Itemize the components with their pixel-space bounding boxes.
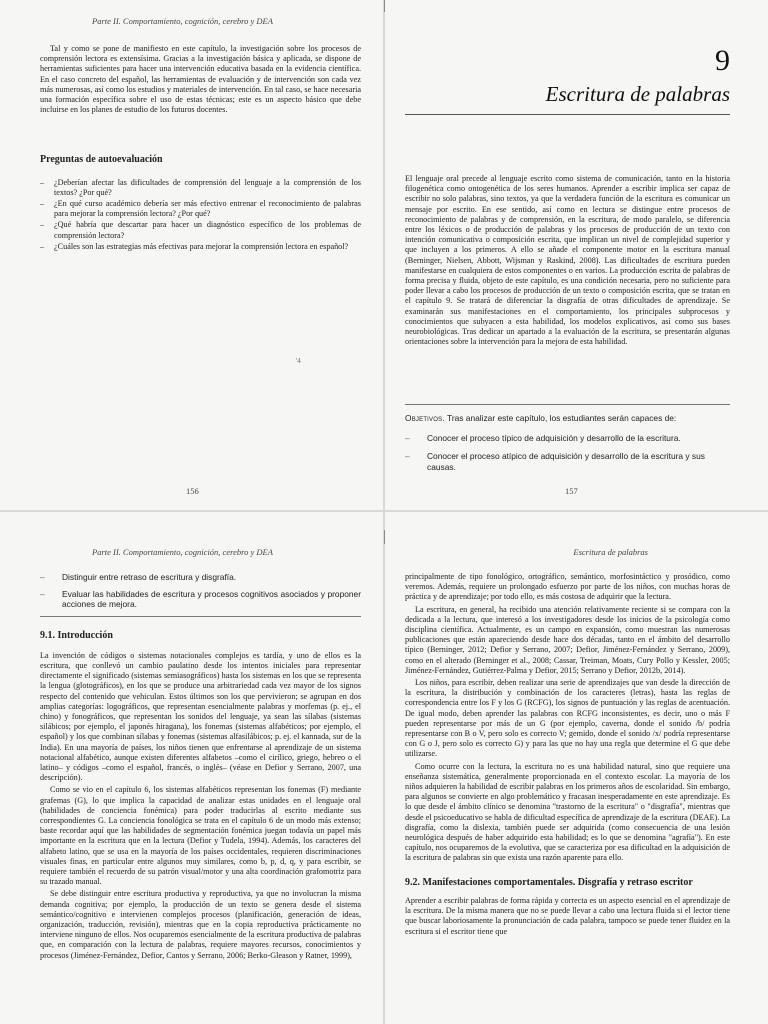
crop-mark <box>384 0 385 12</box>
objective-item: – Conocer el proceso atípico de adquisición y desarrollo de la escritura y sus causas. <box>405 451 730 472</box>
objectives-list-continued <box>40 572 361 610</box>
chapter-intro: El lenguaje oral precede al lenguaje escrito como sistema de comunicación, tanto en la historia filogenética como ontogenética de los seres humanos. Aprender a escribir implica ser capaz de escribir no solo palabras, sino textos, ya que la verdadera función de la escritura es comunicar un mensaje por escrito. En ese sentido, así como en lectura se distingue entre procesos de reconocimiento de palabras y de comprensión, en la escritura, de modo paralelo, se diferencia entre los léxicos o de producción de palabras y los procesos de producción de un texto con intención comunicativa o composición escrita, que implican un nivel de complejidad superior y que incluyen a los primeros. A ello se añade el componente motor en la escritura manual (Berninger, Nielsen, Abbott, Wijsman y Raskind, 2008). Las dificultades de escritura pueden manifestarse en cualquiera de estos componentes o en varios. La producción escrita de palabras de forma precisa y fluida, objeto de este capítulo, es una condición necesaria, pero no suficiente para poder llevar a cabo los procesos de producción de un texto o composición escrita, que se tratan en el capítulo 9. Se tratará de diferenciar la disgrafía de otras dificultades de aprendizaje. Se examinarán sus manifestaciones en el comportamiento, los principales subprocesos y conocimientos que subyacen a esta habilidad, los modelos explicativos, así como sus bases neurobiológicas. Tras dedicar un apartado a la evaluación de la escritura, se presentarán algunas orientaciones sobre la intervención para la mejora de esta habilidad. <box>405 174 730 347</box>
stray-mark: '4 <box>296 357 301 365</box>
body-paragraph: Los niños, para escribir, deben realizar una serie de aprendizajes que van desde la dirección de la escritura, la distribución y combinación de los caracteres (letras), hasta las reglas de correspondencia entre los F y los G (RCFG), los signos de puntuación y las reglas de acentuación. De igual modo, deben aprender las palabras con RCFG inconsistentes, es decir, uno o más F pueden representarse por más de un G (por ejemplo, caverna, donde el sonido /b/ podría representarse con B o V, pero solo es correcto V; gemido, donde el sonido /x/ podría representarse con G o J, pero solo es correcto G) y para las que no hay una regla que determine el G que debe utilizarse. <box>405 678 730 759</box>
title-rule <box>405 114 730 115</box>
page-157 <box>385 0 768 510</box>
objective-item: – Evaluar las habilidades de escritura y procesos cognitivos asociados y proponer acciones de mejora. <box>40 589 361 610</box>
running-head: Parte II. Comportamiento, cognición, cerebro y DEA <box>92 16 273 26</box>
question-item: – ¿Deberían afectar las dificultades de comprensión del lenguaje a la comprensión de los textos? ¿Por qué? <box>40 178 361 198</box>
question-item: – ¿En qué curso académico debería ser más efectivo entrenar el reconocimiento de palabras para mejorar la comprensión lectora? ¿Por qué? <box>40 199 361 219</box>
section-heading: 9.2. Manifestaciones comportamentales. Disgrafía y retraso escritor <box>405 876 693 888</box>
chapter-title: Escritura de palabras <box>545 82 730 106</box>
running-head: Escritura de palabras <box>573 547 648 557</box>
objectives-label: Objetivos. <box>405 413 445 423</box>
chapter-number: 9 <box>715 44 730 77</box>
page-156-body <box>40 44 361 253</box>
body-paragraph: La invención de códigos o sistemas notacionales complejos es tardía, y uno de ellos es la escritura, que conllevó un cambio paulatino desde los intentos iniciales para representar directamente el significado (sistemas semiasográficos) hasta los sistemas en los que se representa la lengua (glotográficos), en los que se produce una arbitrariedad cada vez mayor de los signos respecto del contenido que vehiculan. Estos últimos son los que pervivieron; se agrupan en dos amplias categorías: logográficos, que representan esencialmente palabras y morfemas (p. ej., el chino) y fonográficos, que representan los sonidos del lenguaje, ya sean las sílabas (sistemas silábicos; por ejemplo, el japonés hiragana), los fonemas (sistemas alfabéticos; por ejemplo, el español) y los que combinan sílabas y fonemas (sistemas alfasilábicos; p. ej. el kannada, sur de la India). En una mayoría de países, los niños tienen que enfrentarse al aprendizaje de un sistema notacional alfabético, aunque existen diferentes alfabetos –como el cirílico, griego, hebreo o el latino– y códigos –como el español, francés, o inglés– (véase en Defior y Serrano, 2007, una descripción). <box>40 650 361 783</box>
body-paragraph: Como ocurre con la lectura, la escritura no es una habilidad natural, sino que requiere una enseñanza sistemática, generalmente proporcionada en el contexto escolar. La mayoría de los niños adquieren la habilidad de escribir palabras en los primeros años de escolaridad. Sin embargo, para algunos se convierte en algo problemático y fracasan inesperadamente en este aprendizaje. Es lo que desde el ámbito clínico se denomina "trastorno de la escritura" o "disgrafía", mientras que desde el psicoeducativo se habla de dificultad específica de aprendizaje de la escritura (DEAE). La disgrafía, como la dislexia, también puede ser adquirida (como consecuencia de una lesión neurológica después de haber adquirido esta habilidad; es lo que se denomina "agrafía"). En este capítulo, nos ocuparemos de la evolutiva, que se caracteriza por esa dificultad en la adquisición de la escritura de palabras sin que exista una razón aparente para ello. <box>405 761 730 863</box>
page-159-body <box>405 572 730 939</box>
body-paragraph: principalmente de tipo fonológico, ortográfico, semántico, morfosintáctico y prosódico, como veremos. Además, requiere un prolongado esfuerzo por parte de los niños, con muchas horas de práctica y de aprendizaje; por todo ello, es más costosa de adquirir que la lectura. <box>405 572 730 602</box>
self-evaluation-questions <box>40 178 361 252</box>
page-157-body <box>405 174 730 349</box>
section-heading: Preguntas de autoevaluación <box>40 154 163 166</box>
objectives-list <box>405 433 730 473</box>
running-head: Parte II. Comportamiento, cognición, cerebro y DEA <box>92 547 273 557</box>
objectives-lead <box>405 413 730 424</box>
page-158 <box>0 512 383 1024</box>
body-paragraph: La escritura, en general, ha recibido una atención relativamente reciente si se compara con la dedicada a la lectura, que interesó a los investigadores desde los inicios de la psicología como disciplina científica. Actualmente, es un campo en expansión, como muestran las numerosas publicaciones que están apareciendo desde hace dos décadas, tanto en el ámbito del desarrollo típico (Berninger, 2012; Defior y Serrano, 2007; Defior, Jiménez-Fernández y Serrano, 2009), como en el alterado (Berninger et al., 2008; Cassar, Treiman, Moats, Cury Pollo y Kessler, 2005; Jiménez-Fernández, Gutiérrez-Palma y Defior, 2015; Serrano y Defior, 2012b, 2014). <box>405 604 730 675</box>
question-item: – ¿Cuáles son las estrategias más efectivas para mejorar la comprensión lectora en español? <box>40 242 361 252</box>
objectives-box <box>405 404 730 480</box>
page-156 <box>0 0 383 510</box>
question-item: – ¿Qué habría que descartar para hacer un diagnóstico específico de los problemas de comprensión lectora? <box>40 220 361 240</box>
page-159 <box>385 512 768 1024</box>
body-paragraph: Aprender a escribir palabras de forma rápida y correcta es un aspecto esencial en el aprendizaje de la escritura. De la misma manera que no se puede llevar a cabo una lectura fluida si el lector tiene que buscar laboriosamente la pronunciación de cada palabra, tampoco se puede tener fluidez en la escritura si el escritor tiene que <box>405 895 730 936</box>
page-158-body <box>40 572 361 963</box>
intro-paragraph: Tal y como se pone de manifiesto en este capítulo, la investigación sobre los procesos de comprensión lectora es extensísima. Gracias a la investigación básica y aplicada, se dispone de herramientas suficientes para hacer una intervención educativa basada en la evidencia científica. En el caso concreto del español, las herramientas de evaluación y de intervención son cada vez más numerosas, así como los estudios y materiales de intervención. En tal caso, se hace necesaria una formación específica sobre el uso de estas técnicas; este es un aspecto básico que debe incluirse en los planes de estudio de los futuros docentes. <box>40 44 361 115</box>
objectives-rule <box>40 616 361 617</box>
body-paragraph: Como se vio en el capítulo 6, los sistemas alfabéticos representan los fonemas (F) mediante grafemas (G), lo que implica la capacidad de analizar estas unidades en el lenguaje oral (habilidades de conciencia fonémica) para poder traducirlas al escrito mediante sus correspondientes G. La conciencia fonológica se trata en el capítulo 6 de un modo más extenso; baste recordar aquí que las habilidades de segmentación fonémica juegan todavía un papel más importante en la escritura que en la lectura (Defior y Tudela, 1994). Además, los caracteres del alfabeto latino, que se usa en la mayoría de los países occidentales, requieren discriminaciones visuales finas, en particular entre algunos muy similares, como b, p, d, q, y para escribir, se requiere también el recuerdo de su patrón visual/motor y una alta coordinación grafomotriz para su trazado manual. <box>40 785 361 887</box>
crop-mark <box>384 530 385 544</box>
page-number: 157 <box>565 486 578 496</box>
body-paragraph: Se debe distinguir entre escritura productiva y reproductiva, ya que no involucran la misma demanda cognitiva; por ejemplo, la producción de un texto se genera desde el sistema semántico/cognitivo e intervienen complejos procesos (planificación, generación de ideas, organización, traducción, revisión), mientras que en la copia reproductiva prácticamente no interviene ninguno de ellos. Nos ocuparemos esencialmente de la escritura productiva de palabras que, en comparación con la lectura de palabras, requiere mayores recursos, conocimientos y procesos (Jiménez-Fernández, Defior, Cantos y Serrano, 2006; Berko-Gleason y Ratner, 1999), <box>40 889 361 960</box>
objective-item: – Distinguir entre retraso de escritura y disgrafía. <box>40 572 361 583</box>
section-heading: 9.1. Introducción <box>40 629 113 641</box>
page-number: 156 <box>186 486 199 496</box>
objective-item: – Conocer el proceso típico de adquisición y desarrollo de la escritura. <box>405 433 730 444</box>
objectives-lead-text: Tras analizar este capítulo, los estudiantes serán capaces de: <box>444 413 677 423</box>
